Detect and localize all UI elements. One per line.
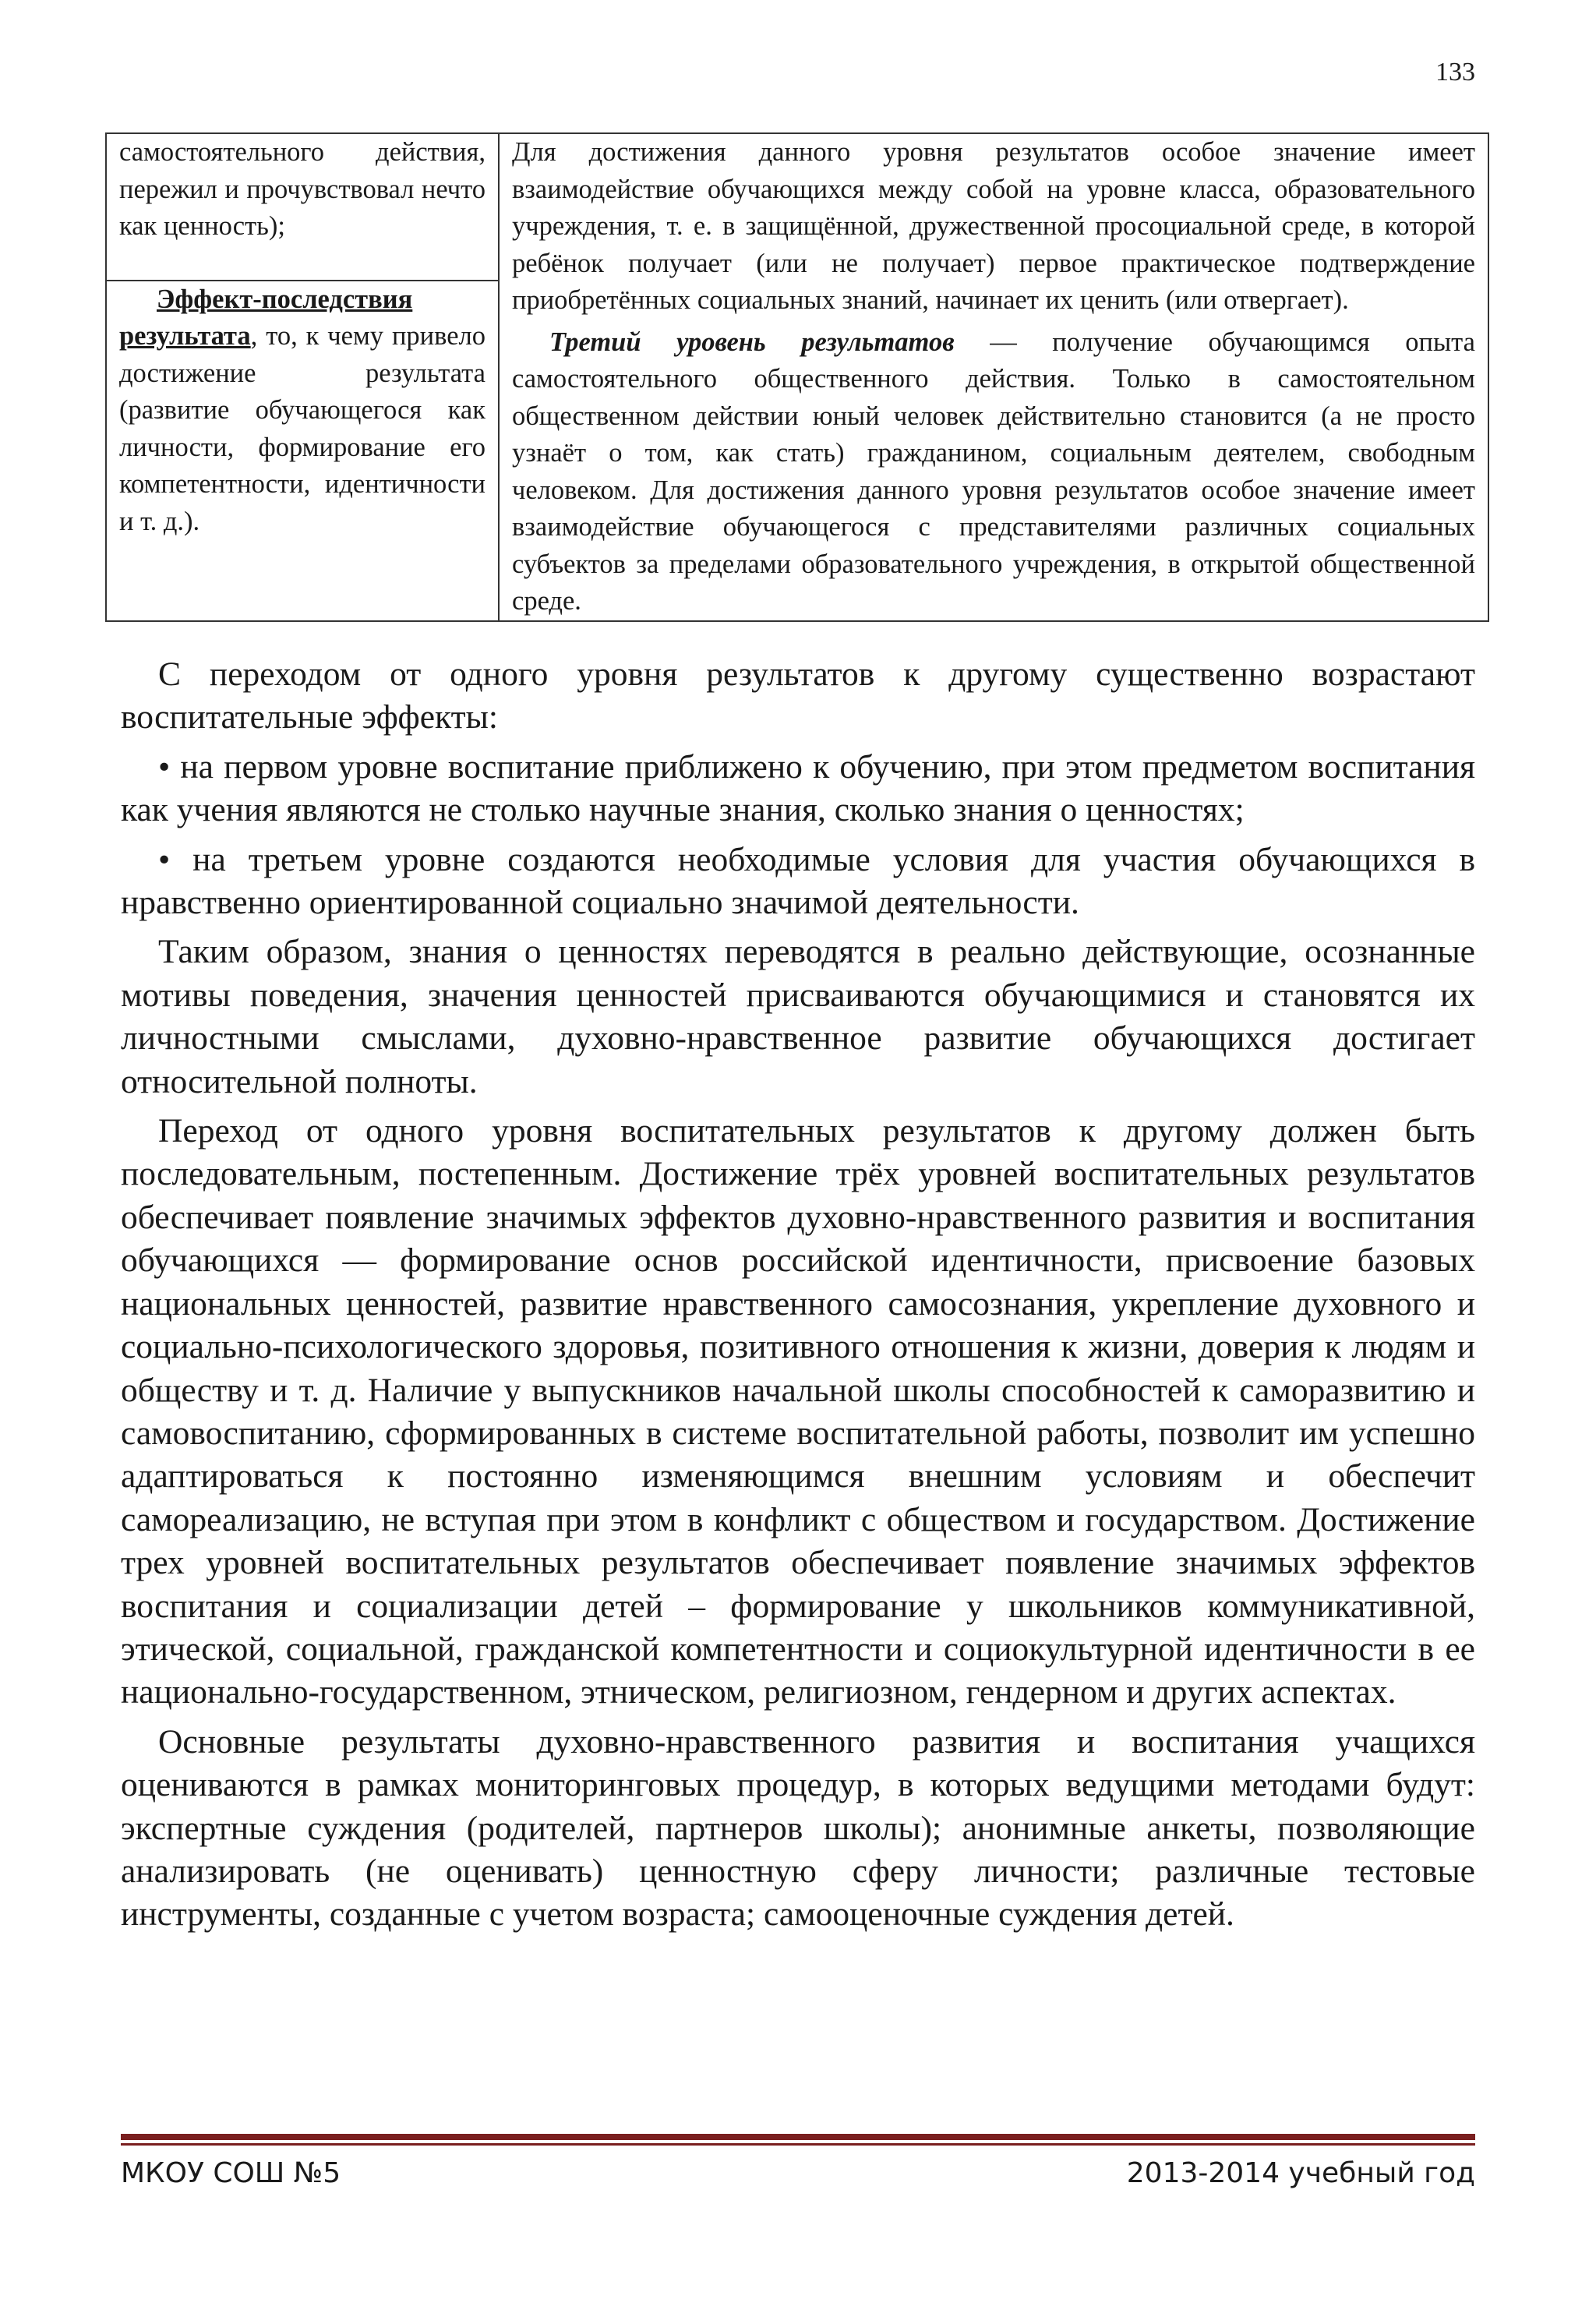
table-cell-left-bottom [106, 281, 499, 621]
paragraph-2: Таким образом, знания о ценностях переводятся в реально действующие, осознанные мотивы поведения, значения ценностей присваиваются обучающимися и становятся их личностными смыслами, духовно-нравственное развитие обучающихся достигает относительной полноты. [121, 933, 1475, 1100]
right-cell-paragraph-third-level [512, 324, 1475, 620]
table-cell-right [499, 133, 1488, 621]
paragraph-1: С переходом от одного уровня результатов к другому существенно возрастают воспитательные эффекты: [121, 655, 1475, 736]
footer-divider-thin [121, 2143, 1475, 2146]
bullet-item-1: • на первом уровне воспитание приближено к обучению, при этом предметом воспитания как учения являются не столько научные знания, сколько знания о ценностях; [121, 747, 1475, 829]
main-text [121, 653, 1475, 1943]
third-level-text: — получение обучающимся опыта самостоятельного общественного действия. Только в самостоятельном общественном действии юный человек действительно становится (а не просто узнаёт о том, как стать) гражданином, социальным деятелем, свободным человеком. Для достижения данного уровня результатов особое значение имеет взаимодействие обучающегося с представителями различных социальных субъектов за пределами образовательного учреждения, в открытой общественной среде. [512, 327, 1475, 616]
footer-school-name: МКОУ СОШ №5 [121, 2157, 341, 2189]
third-level-term: Третий уровень результатов [549, 327, 955, 357]
table-cell-left-top [106, 133, 499, 281]
effect-consequence-term: Эффект-последствия результата [119, 284, 413, 351]
footer [121, 2157, 1475, 2189]
page-number: 133 [1435, 58, 1475, 87]
footer-divider [121, 2134, 1475, 2140]
effect-consequence-text: , то, к чему привело достижение результата (развитие обучающегося как личности, формирование его компетентности, идентичности и т. д.). [119, 321, 486, 536]
bullet-item-2: • на третьем уровне создаются необходимые условия для участия обучающихся в нравственно ориентированной социально значимой деятельности. [121, 840, 1475, 922]
effect-consequence-paragraph [119, 281, 486, 541]
results-table [105, 132, 1489, 622]
right-cell-paragraph: Для достижения данного уровня результатов особое значение имеет взаимодействие обучающихся между собой на уровне класса, образовательного учреждения, т. е. в защищённой, дружественной просоциальной среде, в которой ребёнок получает (или не получает) первое практическое подтверждение приобретённых социальных знаний, начинает их ценить (или отвергает). [512, 137, 1475, 315]
footer-school-year: 2013-2014 учебный год [1126, 2157, 1475, 2189]
paragraph-4: Основные результаты духовно-нравственного развития и воспитания учащихся оцениваются в рамках мониторинговых процедур, в которых ведущими методами будут: экспертные суждения (родителей, партнеров школы); анонимные анкеты, позволяющие анализировать (не оценивать) ценностную сферу личности; различные тестовые инструменты, созданные с учетом возраста; самооценочные суждения детей. [121, 1722, 1475, 1934]
paragraph-3: Переход от одного уровня воспитательных результатов к другому должен быть последовательным, постепенным. Достижение трёх уровней воспитательных результатов обеспечивает появление значимых эффектов духовно-нравственного развития и воспитания обучающихся — формирование основ российской идентичности, присвоение базовых национальных ценностей, развитие нравственного самосознания, укрепление духовного и социально-психологического здоровья, позитивного отношения к жизни, доверия к людям и обществу и т. д. Наличие у выпускников начальной школы способностей к саморазвитию и самовоспитанию, сформированных в системе воспитательной работы, позволит им успешно адаптироваться к постоянно изменяющимся внешним условиям и обеспечит самореализацию, не вступая при этом в конфликт с обществом и государством. Достижение трех уровней воспитательных результатов обеспечивает появление значимых эффектов воспитания и социализации детей – формирование у школьников коммуникативной, этической, социальной, гражданской компетентности и социокультурной идентичности в ее национально-государственном, этническом, религиозном, гендерном и других аспектах. [121, 1112, 1475, 1711]
left-cell-text: самостоятельного действия, пережил и прочувствовал нечто как ценность); [119, 137, 486, 241]
